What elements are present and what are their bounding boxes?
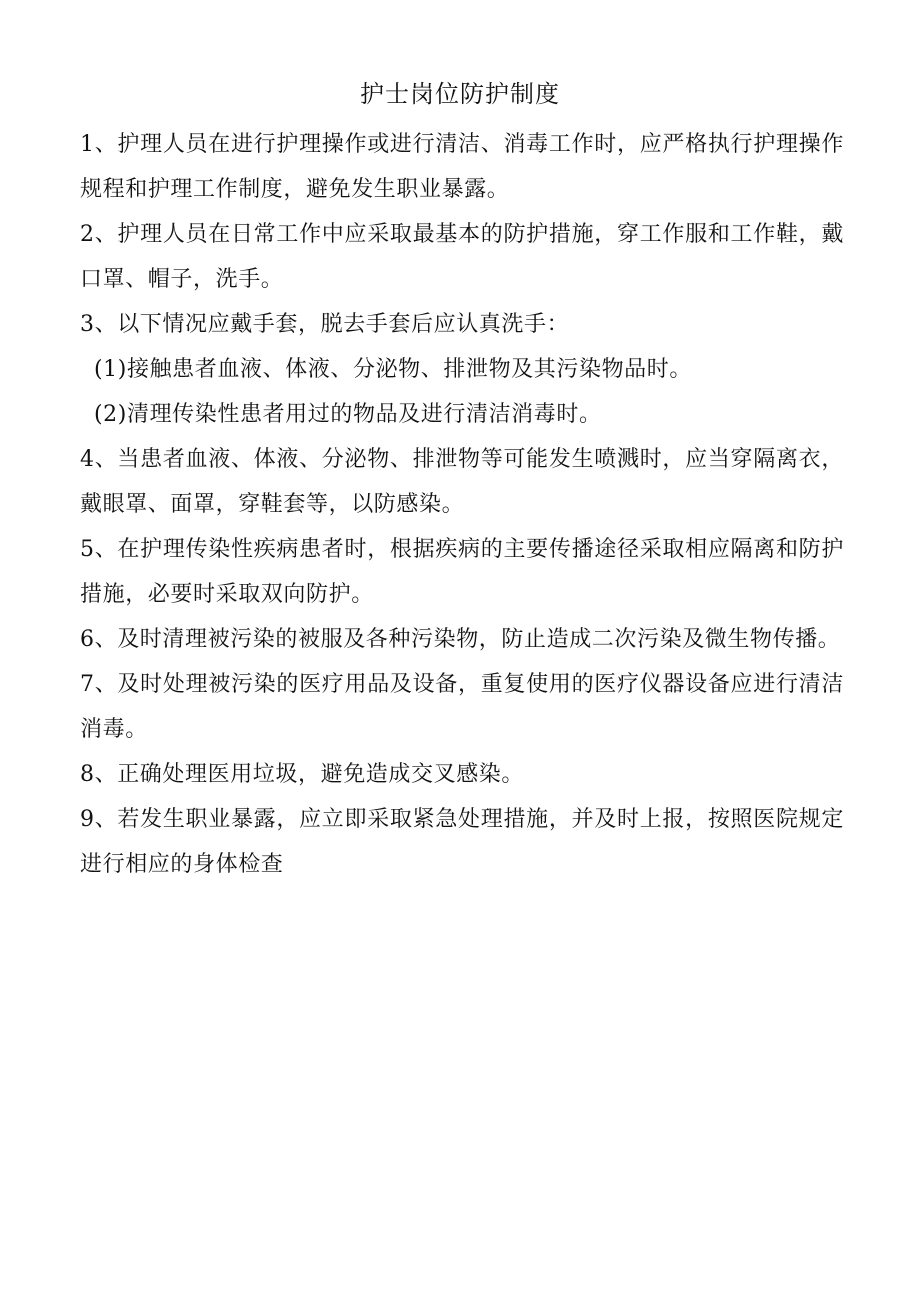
paragraph-1: 1、护理人员在进行护理操作或进行清洁、消毒工作时，应严格执行护理操作规程和护理工作制度，避免发生职业暴露。	[80, 132, 844, 202]
paragraph-7: 7、及时处理被污染的医疗用品及设备，重复使用的医疗仪器设备应进行清洁消毒。	[80, 672, 844, 742]
paragraph-2: 2、护理人员在日常工作中应采取最基本的防护措施，穿工作服和工作鞋，戴口罩、帽子，洗手。	[80, 222, 844, 292]
document-title: 护士岗位防护制度	[360, 80, 560, 108]
paragraph-6: 6、及时清理被污染的被服及各种污染物，防止造成二次污染及微生物传播。	[80, 627, 841, 652]
paragraph-3: 3、以下情况应戴手套，脱去手套后应认真洗手：	[80, 312, 570, 337]
paragraph-5: 5、在护理传染性疾病患者时，根据疾病的主要传播途径采取相应隔离和防护措施，必要时采取双向防护。	[80, 537, 844, 607]
paragraph-4: 4、当患者血液、体液、分泌物、排泄物等可能发生喷溅时，应当穿隔离衣，戴眼罩、面罩，穿鞋套等，以防感染。	[80, 447, 844, 517]
paragraph-9: 9、若发生职业暴露，应立即采取紧急处理措施，并及时上报，按照医院规定进行相应的身体检查	[80, 807, 844, 877]
paragraph-8: 8、正确处理医用垃圾，避免造成交叉感染。	[80, 762, 524, 787]
paragraph-3-item-2: (2)清理传染性患者用过的物品及进行清洁消毒时。	[94, 402, 602, 427]
paragraph-3-item-1: (1)接触患者血液、体液、分泌物、排泄物及其污染物品时。	[94, 357, 692, 382]
document-body	[80, 122, 844, 887]
